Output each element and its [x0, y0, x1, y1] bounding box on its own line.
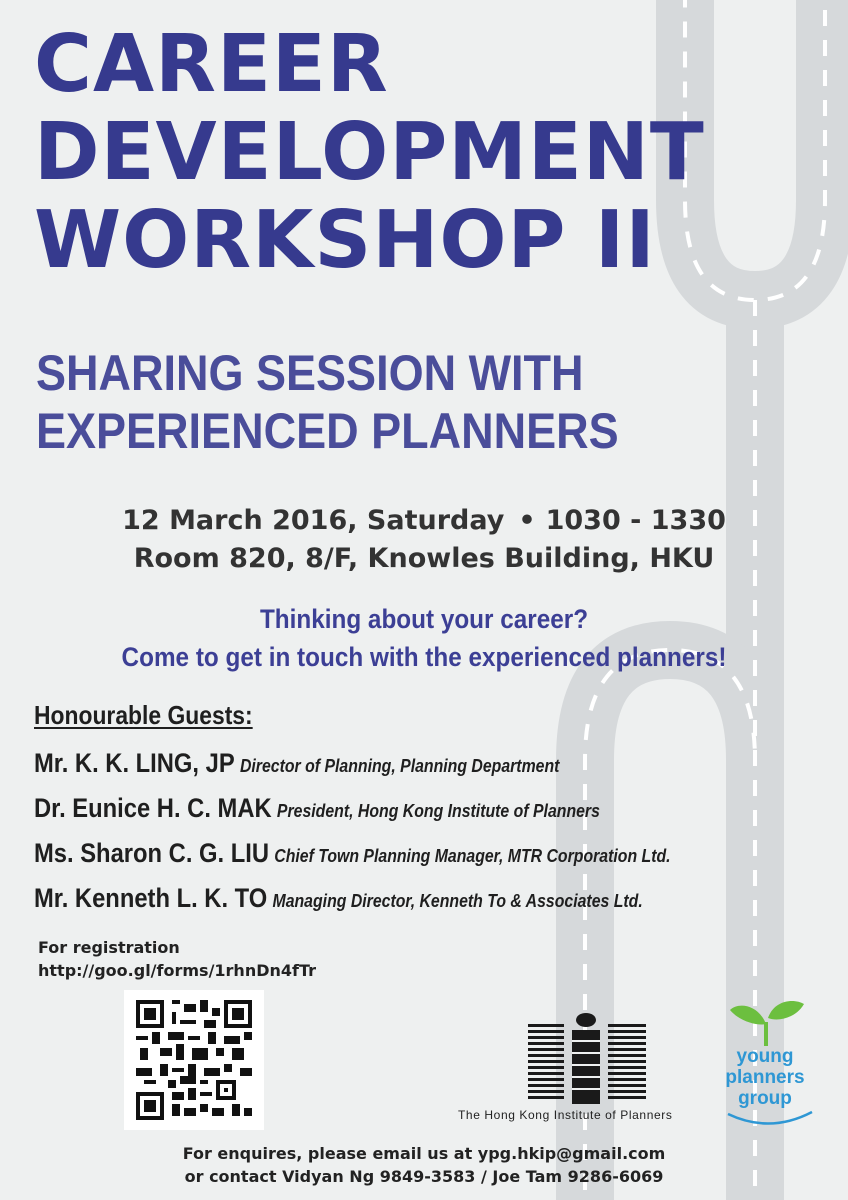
ypg-line-1: young: [736, 1046, 794, 1067]
main-title: [34, 20, 705, 284]
qr-code[interactable]: [124, 990, 264, 1130]
road-right-loop: [685, 0, 825, 300]
subtitle-line-2: EXPERIENCED PLANNERS: [36, 403, 619, 459]
guest-name: Dr. Eunice H. C. MAK: [34, 793, 272, 823]
guest-role: President, Hong Kong Institute of Planners: [276, 801, 600, 821]
guest-role: Director of Planning, Planning Department: [239, 756, 560, 776]
event-date-time: [0, 502, 848, 540]
guest-item: [34, 883, 643, 914]
registration-label: For registration: [38, 938, 180, 957]
hkip-logo-icon: [528, 1012, 646, 1104]
guest-name: Mr. Kenneth L. K. TO: [34, 883, 268, 913]
guest-name: Ms. Sharon C. G. LIU: [34, 838, 269, 868]
guests-heading: Honourable Guests:: [34, 700, 253, 730]
contact-line-1: For enquires, please email us at ypg.hkip@gmail.com: [182, 1144, 666, 1163]
sprout-icon: [728, 996, 808, 1046]
ypg-line-3: group: [738, 1088, 792, 1109]
ypg-logo-text: [706, 1046, 824, 1109]
title-line-1: CAREER: [34, 18, 389, 110]
guest-name: Mr. K. K. LING, JP: [34, 748, 235, 778]
hkip-caption: The Hong Kong Institute of Planners: [458, 1108, 673, 1122]
guest-item: [34, 793, 600, 824]
event-time: 1030 - 1330: [545, 505, 726, 536]
guest-item: [34, 838, 671, 869]
contact-line-2: or contact Vidyan Ng 9849-3583 / Joe Tam 9286-6069: [184, 1167, 664, 1186]
subtitle-line-1: SHARING SESSION WITH: [36, 345, 584, 401]
guest-role: Managing Director, Kenneth To & Associates Ltd.: [272, 891, 643, 911]
title-line-3: WORKSHOP II: [34, 194, 656, 286]
title-line-2: DEVELOPMENT: [34, 106, 705, 198]
contact-info: [0, 1142, 848, 1188]
registration-info: [38, 936, 316, 982]
registration-url[interactable]: http://goo.gl/forms/1rhnDn4fTr: [38, 961, 317, 980]
tagline-line-1: Thinking about your career?: [259, 604, 589, 634]
tagline: [42, 600, 805, 676]
ypg-swoosh-icon: [724, 1108, 816, 1130]
guest-item: [34, 748, 559, 779]
tagline-line-2: Come to get in touch with the experienced planners!: [121, 642, 727, 672]
event-venue: Room 820, 8/F, Knowles Building, HKU: [133, 543, 715, 574]
qr-code-icon: [136, 1000, 252, 1120]
event-date: 12 March 2016, Saturday: [122, 505, 505, 536]
event-details: [0, 502, 848, 578]
ypg-line-2: planners: [725, 1067, 805, 1088]
guest-role: Chief Town Planning Manager, MTR Corporation Ltd.: [274, 846, 671, 866]
bullet-separator: •: [518, 505, 536, 536]
subtitle: [36, 344, 619, 460]
